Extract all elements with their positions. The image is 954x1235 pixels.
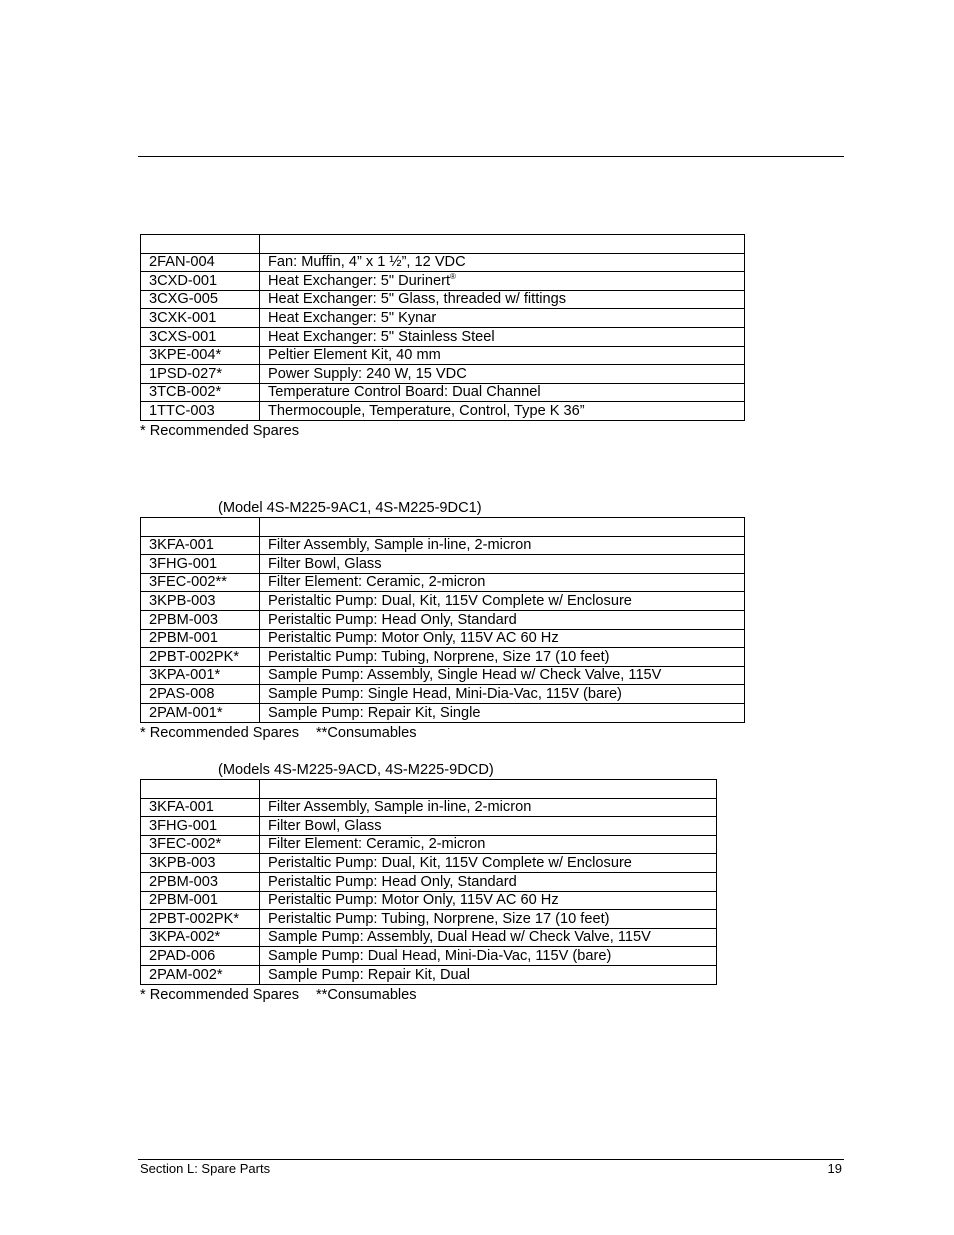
table-note (140, 986, 417, 1004)
part-number: 3CXK-001 (141, 309, 260, 328)
part-number: 3CXD-001 (141, 272, 260, 291)
table-row (141, 309, 745, 328)
part-description: Sample Pump: Repair Kit, Dual (260, 965, 717, 984)
table-row (141, 648, 745, 667)
table-note (140, 724, 417, 742)
part-number: 3KFA-001 (141, 536, 260, 555)
registered-mark: ® (450, 271, 456, 281)
parts-table-dual-head (140, 779, 717, 985)
parts-table-thermoelectric (140, 234, 745, 421)
table-row (141, 629, 745, 648)
part-number: 2PBM-003 (141, 610, 260, 629)
part-number: 2PBM-001 (141, 891, 260, 910)
table-header-row (141, 780, 717, 799)
part-number: 3KFA-001 (141, 798, 260, 817)
part-description: Peltier Element Kit, 40 mm (260, 346, 745, 365)
part-description: Peristaltic Pump: Motor Only, 115V AC 60 Hz (260, 629, 745, 648)
recommended-spares-note: * Recommended Spares (140, 987, 299, 1003)
table-row (141, 383, 745, 402)
part-description: Sample Pump: Single Head, Mini-Dia-Vac, 115V (bare) (260, 685, 745, 704)
part-number: 3KPE-004* (141, 346, 260, 365)
table-row (141, 685, 745, 704)
part-number: 3CXG-005 (141, 290, 260, 309)
part-description: Filter Bowl, Glass (260, 817, 717, 836)
recommended-spares-note: * Recommended Spares (140, 725, 299, 741)
part-description (260, 272, 745, 291)
part-number: 2FAN-004 (141, 253, 260, 272)
table-row (141, 610, 745, 629)
table-row (141, 817, 717, 836)
part-number: 3FEC-002* (141, 835, 260, 854)
table-row (141, 703, 745, 722)
table-row (141, 555, 745, 574)
consumables-note: **Consumables (316, 987, 417, 1003)
table-row (141, 365, 745, 384)
part-number: 2PBM-001 (141, 629, 260, 648)
part-description: Peristaltic Pump: Motor Only, 115V AC 60 Hz (260, 891, 717, 910)
parts-table-single-head (140, 517, 745, 723)
part-number: 3KPB-003 (141, 592, 260, 611)
part-description: Fan: Muffin, 4” x 1 ½”, 12 VDC (260, 253, 745, 272)
part-description: Peristaltic Pump: Tubing, Norprene, Size 17 (10 feet) (260, 910, 717, 929)
header-rule (138, 156, 844, 157)
part-description: Heat Exchanger: 5" Glass, threaded w/ fittings (260, 290, 745, 309)
part-description: Filter Assembly, Sample in-line, 2-micron (260, 536, 745, 555)
part-description: Heat Exchanger: 5" Kynar (260, 309, 745, 328)
part-description: Peristaltic Pump: Head Only, Standard (260, 872, 717, 891)
table-row (141, 854, 717, 873)
part-number: 1TTC-003 (141, 402, 260, 421)
part-description: Peristaltic Pump: Head Only, Standard (260, 610, 745, 629)
part-number: 2PBM-003 (141, 872, 260, 891)
part-number: 3FHG-001 (141, 555, 260, 574)
part-description: Filter Element: Ceramic, 2-micron (260, 835, 717, 854)
table-row (141, 835, 717, 854)
part-description: Power Supply: 240 W, 15 VDC (260, 365, 745, 384)
recommended-spares-note: * Recommended Spares (140, 423, 299, 439)
part-description: Temperature Control Board: Dual Channel (260, 383, 745, 402)
part-number: 3KPA-002* (141, 928, 260, 947)
part-description: Sample Pump: Assembly, Dual Head w/ Check Valve, 115V (260, 928, 717, 947)
table-caption: (Model 4S-M225-9AC1, 4S-M225-9DC1) (218, 500, 482, 516)
part-number: 2PAD-006 (141, 947, 260, 966)
footer-rule (138, 1159, 844, 1160)
part-description: Peristaltic Pump: Dual, Kit, 115V Complete w/ Enclosure (260, 854, 717, 873)
table-row (141, 327, 745, 346)
part-number: 2PBT-002PK* (141, 910, 260, 929)
part-number: 3KPA-001* (141, 666, 260, 685)
table-row (141, 536, 745, 555)
part-number: 2PBT-002PK* (141, 648, 260, 667)
table-note (140, 422, 299, 440)
table-row (141, 253, 745, 272)
page-number: 19 (827, 1161, 842, 1176)
part-number: 3FHG-001 (141, 817, 260, 836)
part-number: 3FEC-002** (141, 573, 260, 592)
table-row (141, 402, 745, 421)
table-row (141, 947, 717, 966)
table-header-row (141, 235, 745, 254)
part-description: Sample Pump: Repair Kit, Single (260, 703, 745, 722)
table-row (141, 891, 717, 910)
part-number: 1PSD-027* (141, 365, 260, 384)
table-header-row (141, 518, 745, 537)
part-description: Sample Pump: Assembly, Single Head w/ Check Valve, 115V (260, 666, 745, 685)
table-row (141, 573, 745, 592)
table-row (141, 965, 717, 984)
part-description: Filter Bowl, Glass (260, 555, 745, 574)
part-description: Filter Assembly, Sample in-line, 2-micron (260, 798, 717, 817)
part-number: 3KPB-003 (141, 854, 260, 873)
table-row (141, 928, 717, 947)
table-caption: (Models 4S-M225-9ACD, 4S-M225-9DCD) (218, 762, 494, 778)
table-row (141, 910, 717, 929)
part-number: 2PAM-002* (141, 965, 260, 984)
table-row (141, 666, 745, 685)
part-description: Peristaltic Pump: Tubing, Norprene, Size 17 (10 feet) (260, 648, 745, 667)
part-number: 2PAS-008 (141, 685, 260, 704)
part-number: 3TCB-002* (141, 383, 260, 402)
table-row (141, 872, 717, 891)
part-description: Filter Element: Ceramic, 2-micron (260, 573, 745, 592)
table-row (141, 798, 717, 817)
part-description: Heat Exchanger: 5" Stainless Steel (260, 327, 745, 346)
table-row (141, 592, 745, 611)
part-number: 3CXS-001 (141, 327, 260, 346)
table-row (141, 346, 745, 365)
footer-section-title: Section L: Spare Parts (140, 1161, 271, 1176)
part-description-text: Heat Exchanger: 5" Durinert (268, 272, 451, 289)
part-description: Peristaltic Pump: Dual, Kit, 115V Complete w/ Enclosure (260, 592, 745, 611)
table-row (141, 272, 745, 291)
part-description: Thermocouple, Temperature, Control, Type K 36” (260, 402, 745, 421)
table-row (141, 290, 745, 309)
part-number: 2PAM-001* (141, 703, 260, 722)
consumables-note: **Consumables (316, 725, 417, 741)
part-description: Sample Pump: Dual Head, Mini-Dia-Vac, 115V (bare) (260, 947, 717, 966)
